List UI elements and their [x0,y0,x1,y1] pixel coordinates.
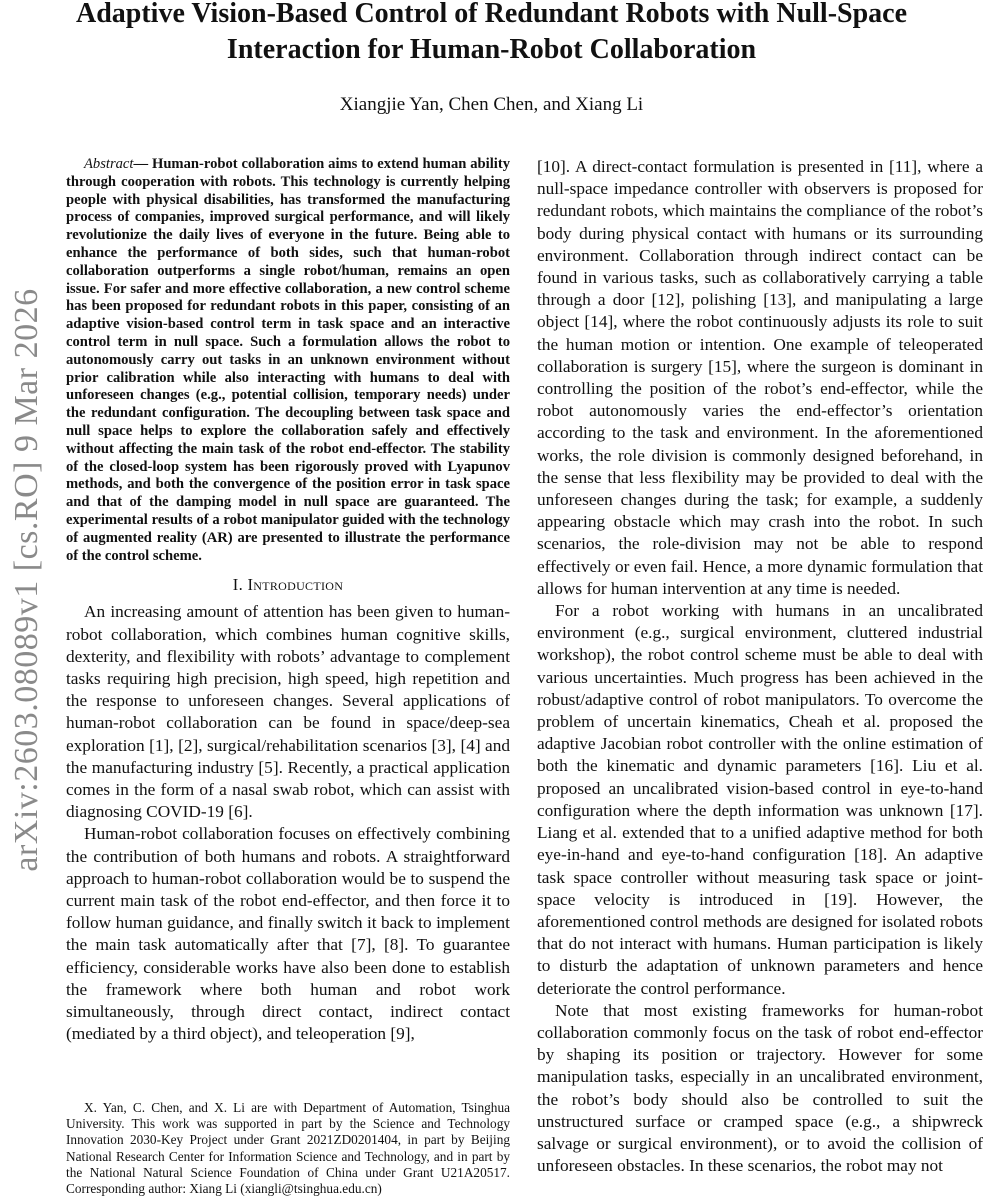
intro-paragraph: Human-robot collaboration focuses on effectively combining the contribution of both humans and robots. A straightforward approach to human-robot collaboration would be to suspend the current main task of the robot end-effector, and then force it to follow human guidance, and finally switch it back to implement the main task automatically after that [7], [8]. To guarantee efficiency, considerable works have also been done to establish the framework where both human and robot work simultaneously, through direct contact, indirect contact (mediated by a third object), and teleoperation [9], [66,824,510,1044]
abstract-text: Human-robot collaboration aims to extend human ability through cooperation with robots. This technology is currently helping people with physical disabilities, has transformed the manufacturing process of companies, improved surgical performance, and will likely revolutionize the daily lives of everyone in the future. Being able to enhance the performance of both sides, such that human-robot collaboration outperforms a single robot/human, remains an open issue. For safer and more effective collaboration, a new control scheme has been proposed for redundant robots in this paper, consisting of an adaptive vision-based control term in task space and an interactive control term in null space. Such a formulation allows the robot to autonomously carry out tasks in an unknown environment without prior calibration while also interacting with humans to deal with unforeseen changes (e.g., potential collision, temporary needs) under the redundant configuration. The decoupling between task space and null space helps to explore the collaboration safely and effectively without affecting the main task of the robot end-effector. The stability of the closed-loop system has been rigorously proved with Lyapunov methods, and both the convergence of the position error in task space and that of the damping model in null space are guaranteed. The experimental results of a robot manipulator guided with the technology of augmented reality (AR) are presented to illustrate the performance of the control scheme. [66,156,510,564]
section-heading-introduction [66,575,510,595]
abstract [66,156,510,565]
affiliation-footnote: X. Yan, C. Chen, and X. Li are with Department of Automation, Tsinghua University. This work was supported in part by the Science and Technology Innovation 2030-Key Project under Grant 2021ZD0201404, in part by Beijing National Research Center for Information Science and Technology, and in part by the National Natural Science Foundation of China under Grant U21A20517. Corresponding author: Xiang Li (xiangli@tsinghua.edu.cn) [66,1100,510,1197]
left-column [66,156,510,1045]
intro-paragraph: An increasing amount of attention has been given to human-robot collaboration, which combines human cognitive skills, dexterity, and flexibility with robots’ advantage to complement tasks requiring high precision, high speed, high repetition and the response to unforeseen changes. Several applications of human-robot collaboration can be found in space/deep-sea exploration [1], [2], surgical/rehabilitation scenarios [3], [4] and the manufacturing industry [5]. Recently, a practical application comes in the form of a nasal swab robot, which can assist with diagnosing COVID-19 [6]. [66,602,510,822]
section-number: I. [232,575,248,595]
arxiv-identifier-stamp: arXiv:2603.08089v1 [cs.RO] 9 Mar 2026 [8,288,45,872]
abstract-label: Abstract [84,156,134,172]
intro-paragraph: Note that most existing frameworks for human-robot collaboration commonly focus on the task of robot end-effector by shaping its position or trajectory. However for some manipulation tasks, especially in an uncalibrated environment, the robot’s body should also be controlled to suit the unstructured surface or cramped space (e.g., a shipwreck salvage or surgical environment), or to avoid the collision of unforeseen obstacles. In these scenarios, the robot may not [537,1000,983,1176]
intro-paragraph: [10]. A direct-contact formulation is presented in [11], where a null-space impedance controller with observers is proposed for redundant robots, which maintains the compliance of the robot’s body during physical contact with humans or its surrounding environment. Collaboration through indirect contact can be found in various tasks, such as collaboratively carrying a table through a door [12], polishing [13], and manipulating a large object [14], where the robot continuously adjusts its role to suit the human motion or intention. One example of teleoperated collaboration is surgery [15], where the surgeon is dominant in controlling the position of the robot’s end-effector, while the robot autonomously varies the end-effector’s orientation according to the task and environment. In the aforementioned works, the role division is commonly designed beforehand, in the sense that less flexibility may be provided to deal with the unforeseen changes during the task; for example, a suddenly appearing obstacle which may crash into the robot. In such scenarios, the role-division may not be able to respond effectively or even fail. Hence, a more dynamic formulation that allows for human intervention at any time is needed. [537,157,983,598]
right-column [537,156,983,1177]
paper-authors: Xiangjie Yan, Chen Chen, and Xiang Li [339,94,644,115]
abstract-dash: — [133,156,152,172]
section-title: Introduction [247,575,344,595]
paper-title: Adaptive Vision-Based Control of Redundant Robots with Null-Space Interaction for Human-Robot Collaboration [75,0,908,65]
intro-paragraph: For a robot working with humans in an uncalibrated environment (e.g., surgical environment, cluttered industrial workshop), the robot control scheme must be able to deal with various uncertainties. Much progress has been achieved in the robust/adaptive control of robot manipulators. To overcome the problem of uncertain kinematics, Cheah et al. proposed the adaptive Jacobian robot controller with the online estimation of both the kinematic and dynamic parameters [16]. Liu et al. proposed an uncalibrated vision-based control in eye-to-hand configuration where the depth information was unknown [17]. Liang et al. extended that to a unified adaptive method for both eye-in-hand and eye-to-hand configuration [18]. An adaptive task space controller without measuring task space or joint-space velocity is introduced in [19]. However, the aforementioned control methods are designed for isolated robots that do not interact with humans. Human participation is likely to disturb the adaptation of unknown parameters and hence deteriorate the control performance. [537,601,983,998]
